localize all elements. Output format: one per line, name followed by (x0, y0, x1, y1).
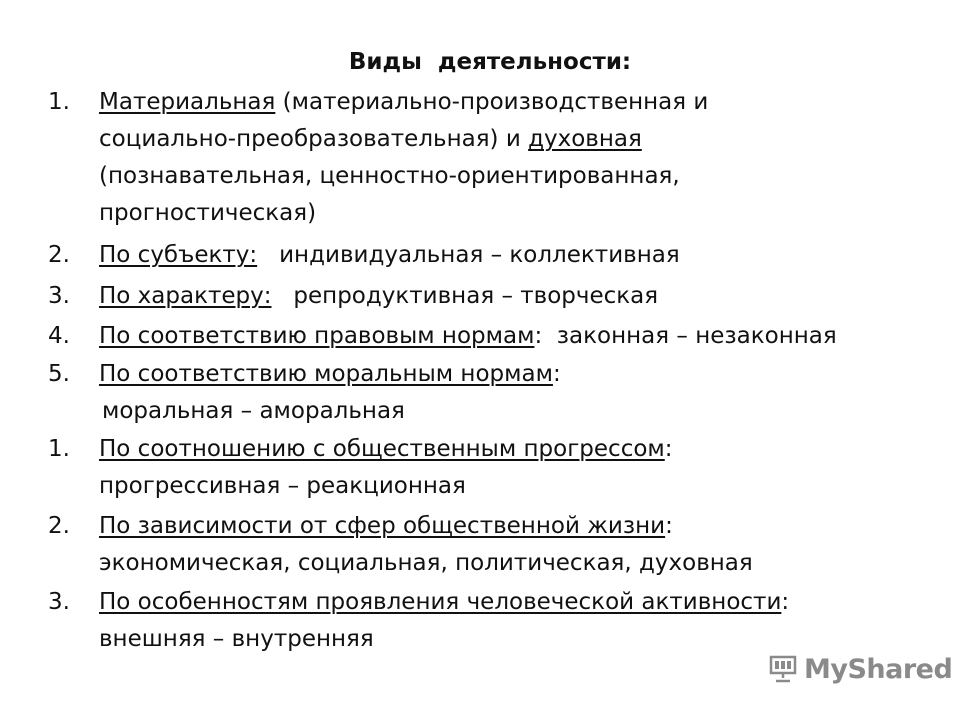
list-item-line (99, 239, 680, 271)
list-item-line (99, 320, 837, 352)
list-item-line (99, 358, 561, 390)
list-number: 3. (48, 283, 70, 309)
watermark (768, 652, 952, 686)
list-number: 2. (48, 242, 70, 268)
item-text: : (664, 436, 673, 462)
list-item-line: прогностическая) (99, 200, 317, 226)
item-text: индивидуальная – коллективная (257, 242, 680, 268)
underlined-term: По зависимости от сфер общественной жизни (99, 513, 666, 539)
list-item-continuation: прогрессивная – реакционная (99, 473, 466, 499)
list-number: 1. (48, 89, 70, 115)
list-item-line (99, 123, 642, 155)
item-text: репродуктивная – творческая (271, 283, 659, 309)
list-number: 2. (48, 513, 70, 539)
list-number: 1. (48, 436, 70, 462)
underlined-term: По соответствию моральным нормам (99, 361, 553, 387)
list-item-continuation: внешняя – внутренняя (99, 626, 374, 652)
presentation-board-icon (768, 654, 798, 684)
list-number: 3. (48, 589, 70, 615)
underlined-term: духовная (528, 126, 642, 152)
list-item-continuation: экономическая, социальная, политическая, духовная (99, 550, 753, 576)
item-text: социально-преобразовательная) и (99, 126, 529, 152)
list-item-line (99, 280, 658, 312)
item-text: : (665, 513, 673, 539)
underlined-term: По соотношению с общественным прогрессом (99, 436, 665, 462)
underlined-term: По особенностям проявления человеческой активности (99, 589, 782, 615)
list-item-line (99, 586, 789, 618)
list-item-line (99, 86, 708, 118)
slide-title: Виды деятельности: (348, 49, 632, 75)
item-text: (материально-производственная и (275, 89, 709, 115)
underlined-term: Материальная (99, 89, 276, 115)
list-item-continuation: моральная – аморальная (102, 398, 405, 424)
item-text: : законная – незаконная (534, 323, 837, 349)
underlined-term: По субъекту: (99, 242, 258, 268)
list-number: 4. (48, 323, 70, 349)
watermark-text: MyShared (804, 653, 953, 685)
underlined-term: По соответствию правовым нормам (99, 323, 535, 349)
list-number: 5. (48, 361, 70, 387)
list-item-line: (познавательная, ценностно-ориентированная, (99, 163, 680, 189)
list-item-line (99, 433, 673, 465)
item-text: : (781, 589, 790, 615)
list-item-line (99, 510, 673, 542)
item-text: : (552, 361, 561, 387)
underlined-term: По характеру: (99, 283, 272, 309)
